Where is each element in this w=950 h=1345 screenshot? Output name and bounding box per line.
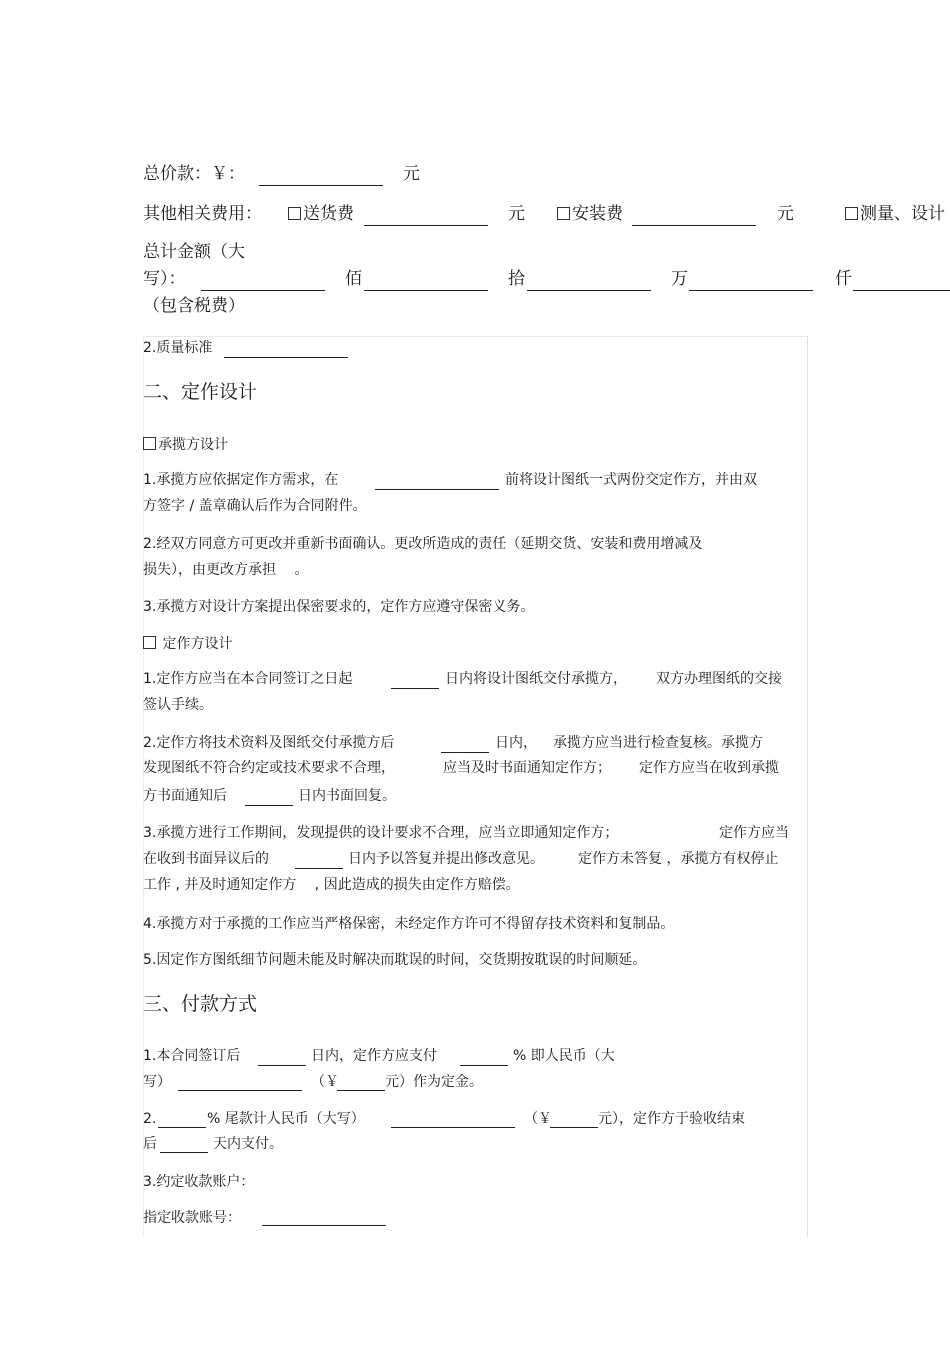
b2-text: 承揽方应当进行检查复核。承揽方: [553, 735, 763, 751]
p2-text: 2.: [143, 1111, 157, 1127]
p1-amount-field[interactable]: [337, 1090, 385, 1091]
survey-fee-label: 测量、设计: [860, 204, 945, 224]
b1-text: 日内将设计图纸交付承揽方，: [445, 671, 627, 687]
shi-label: 拾: [508, 269, 525, 289]
p3-text: 3.约定收款账户：: [143, 1174, 255, 1190]
wan-label: 万: [671, 269, 688, 289]
a2-text: 损失），由更改方承担 。: [143, 562, 309, 578]
install-fee-option[interactable]: [557, 206, 623, 223]
bai-label: 佰: [345, 269, 362, 289]
account-field[interactable]: [262, 1225, 386, 1226]
p2-amount-words-field[interactable]: [391, 1127, 515, 1128]
checkbox-icon[interactable]: [288, 207, 301, 220]
b1-text: 双方办理图纸的交接: [656, 671, 782, 687]
p1-days-field[interactable]: [258, 1065, 306, 1066]
b3-days-field[interactable]: [295, 868, 343, 869]
sum-field-3[interactable]: [527, 290, 651, 291]
checkbox-icon[interactable]: [557, 207, 570, 220]
section2-title: 二、定作设计: [143, 381, 258, 403]
b2-days-field[interactable]: [441, 752, 489, 753]
quality-label: 2.质量标准: [143, 340, 213, 356]
install-fee-label: 安装费: [572, 204, 623, 224]
b2-text: 2.定作方将技术资料及图纸交付承揽方后: [143, 735, 395, 751]
p2-amount-field[interactable]: [550, 1127, 598, 1128]
b3-text: 工作 , 并及时通知定作方 , 因此造成的损失由定作方赔偿。: [143, 877, 520, 893]
quality-field[interactable]: [224, 357, 348, 358]
checkbox-icon[interactable]: [845, 207, 858, 220]
p1-text: 1.本合同签订后: [143, 1048, 241, 1064]
tax-note: （包含税费）: [143, 296, 245, 316]
survey-fee-option[interactable]: [845, 206, 945, 223]
b2-text: 应当及时书面通知定作方；: [443, 760, 611, 776]
p1-amount-words-field[interactable]: [178, 1090, 302, 1091]
section3-title: 三、付款方式: [143, 993, 258, 1015]
sum-label-line2: 写）：: [143, 269, 186, 289]
p1-text: 日内，定作方应支付: [311, 1048, 437, 1064]
install-fee-field[interactable]: [632, 225, 756, 226]
b1-text: 1.定作方应当在本合同签订之日起: [143, 671, 353, 687]
a1-date-field[interactable]: [375, 489, 499, 490]
sum-field-1[interactable]: [201, 290, 325, 291]
b3-text: 日内予以答复并提出修改意见。: [348, 851, 544, 867]
b2-text: 日内书面回复。: [298, 788, 396, 804]
a1-text: 1.承揽方应依据定作方需求，在: [143, 472, 339, 488]
checkbox-icon[interactable]: [143, 437, 156, 450]
p2-percent-field[interactable]: [158, 1127, 206, 1128]
p1-text: 写）: [143, 1074, 171, 1090]
sum-field-4[interactable]: [689, 290, 813, 291]
p2-days-field[interactable]: [160, 1152, 208, 1153]
b3-text: 定作方应当: [719, 825, 789, 841]
p1-text: （￥: [311, 1074, 339, 1090]
b3-text: 3.承揽方进行工作期间，发现提供的设计要求不合理，应当立即通知定作方；: [143, 825, 619, 841]
delivery-fee-label: 送货费: [303, 204, 354, 224]
b4-text: 4.承揽方对于承揽的工作应当严格保密，未经定作方许可不得留存技术资料和复制品。: [143, 916, 675, 932]
p1-text: % 即人民币（大: [513, 1048, 615, 1064]
b2-reply-days-field[interactable]: [245, 805, 293, 806]
delivery-fee-option[interactable]: [288, 206, 354, 223]
b1-days-field[interactable]: [391, 688, 439, 689]
option-orderer-label: 定作方设计: [162, 636, 233, 652]
a1-text: 前将设计图纸一式两份交定作方，并由双: [505, 472, 757, 488]
a1-text: 方签字 / 盖章确认后作为合同附件。: [143, 498, 367, 514]
a2-text: 2.经双方同意方可更改并重新书面确认。更改所造成的责任（延期交货、安装和费用增减及: [143, 536, 703, 552]
p2-text: 后: [143, 1136, 157, 1152]
a3-text: 3.承揽方对设计方案提出保密要求的，定作方应遵守保密义务。: [143, 599, 535, 615]
sum-label-line1: 总计金额（大: [143, 242, 245, 262]
delivery-fee-unit: 元: [508, 204, 525, 224]
p1-text: 元）作为定金。: [385, 1074, 483, 1090]
option-contractor-design[interactable]: [143, 437, 228, 452]
install-fee-unit: 元: [777, 204, 794, 224]
p2-text: 元），定作方于验收结束: [598, 1111, 745, 1127]
p2-text: % 尾款计人民币（大写）: [207, 1111, 365, 1127]
p2-text: 天内支付。: [213, 1136, 283, 1152]
other-fees-label: 其他相关费用：: [143, 204, 262, 224]
b2-text: 发现图纸不符合约定或技术要求不合理，: [143, 760, 395, 776]
checkbox-icon[interactable]: [143, 636, 156, 649]
b2-text: 定作方应当在收到承揽: [639, 760, 779, 776]
option-orderer-design[interactable]: [143, 636, 232, 651]
b2-text: 日内，: [495, 735, 537, 751]
b2-text: 方书面通知后: [143, 788, 227, 804]
total-price-field[interactable]: [259, 185, 383, 186]
qian-label: 仟: [835, 269, 852, 289]
b5-text: 5.因定作方图纸细节问题未能及时解决而耽误的时间，交货期按耽误的时间顺延。: [143, 952, 647, 968]
total-price-label: 总价款：￥：: [143, 164, 245, 184]
p1-percent-field[interactable]: [460, 1065, 508, 1066]
sum-field-5[interactable]: [853, 290, 950, 291]
b3-text: 在收到书面异议后的: [143, 851, 269, 867]
option-contractor-label: 承揽方设计: [158, 437, 228, 453]
b1-text: 签认手续。: [143, 697, 213, 713]
sum-field-2[interactable]: [364, 290, 488, 291]
b3-text: 定作方未答复 ，承揽方有权停止: [578, 851, 779, 867]
p2-text: （￥: [524, 1111, 552, 1127]
delivery-fee-field[interactable]: [364, 225, 488, 226]
total-price-unit: 元: [403, 164, 420, 184]
account-label: 指定收款账号：: [143, 1210, 241, 1226]
